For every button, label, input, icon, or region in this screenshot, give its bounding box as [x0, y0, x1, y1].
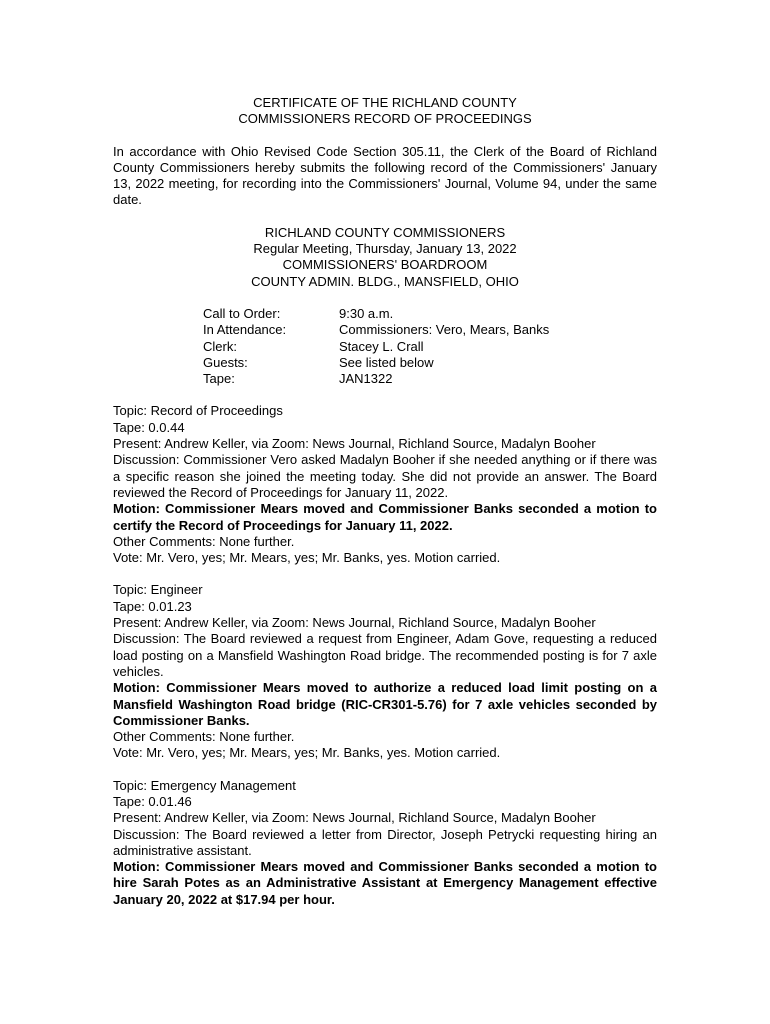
meeting-info-label: Tape:	[203, 371, 235, 387]
meeting-info-value: 9:30 a.m.	[339, 305, 394, 321]
meeting-heading-line-1: RICHLAND COUNTY COMMISSIONERS	[264, 224, 506, 240]
meeting-info-table	[203, 306, 549, 387]
meeting-info-label: Clerk:	[203, 338, 237, 354]
document-page	[113, 95, 657, 924]
topic-record-of-proceedings	[113, 403, 657, 566]
topic-present: Present: Andrew Keller, via Zoom: News Journal, Richland Source, Madalyn Booher	[113, 436, 596, 452]
topic-motion: Motion: Commissioner Mears moved and Commissioner Banks seconded a motion to hire Sarah Potes as an Administrative Assistant at Emergency Management effective January 20, 2022 at $17.94 per hour.	[113, 859, 657, 907]
meeting-heading-line-3: COMMISSIONERS' BOARDROOM	[282, 257, 488, 273]
meeting-heading	[113, 225, 657, 290]
topic-present: Present: Andrew Keller, via Zoom: News Journal, Richland Source, Madalyn Booher	[113, 810, 596, 826]
meeting-info-label: Guests:	[203, 354, 248, 370]
certificate-title-line-1: CERTIFICATE OF THE RICHLAND COUNTY	[253, 95, 517, 110]
meeting-info-row	[203, 339, 549, 355]
meeting-info-row	[203, 322, 549, 338]
topic-emergency-management	[113, 778, 657, 908]
meeting-info-label: Call to Order:	[203, 305, 281, 321]
meeting-info-label: In Attendance:	[203, 322, 287, 338]
topic-tape: Tape: 0.01.46	[113, 793, 192, 809]
topic-vote: Vote: Mr. Vero, yes; Mr. Mears, yes; Mr. Banks, yes. Motion carried.	[113, 745, 501, 761]
meeting-info-value: Stacey L. Crall	[339, 338, 424, 354]
certificate-intro: In accordance with Ohio Revised Code Section 305.11, the Clerk of the Board of Richland County Commissioners hereby submits the following record of the Commissioners' January 13, 2022 meeting, for recording into the Commissioners' Journal, Volume 94, under the same date.	[113, 143, 657, 208]
topic-comments: Other Comments: None further.	[113, 533, 295, 549]
topic-title: Topic: Engineer	[113, 582, 203, 598]
meeting-info-value: Commissioners: Vero, Mears, Banks	[339, 322, 550, 338]
topic-present: Present: Andrew Keller, via Zoom: News Journal, Richland Source, Madalyn Booher	[113, 615, 596, 631]
topic-discussion: Discussion: The Board reviewed a letter from Director, Joseph Petrycki requesting hiring an administrative assistant.	[113, 826, 657, 858]
topic-motion: Motion: Commissioner Mears moved to authorize a reduced load limit posting on a Mansfield Washington Road bridge (RIC-CR301-5.76) for 7 axle vehicles seconded by Commissioner Banks.	[113, 680, 657, 728]
topic-title: Topic: Emergency Management	[113, 777, 296, 793]
topic-discussion: Discussion: Commissioner Vero asked Madalyn Booher if she needed anything or if there was a specific reason she joined the meeting today. She did not provide an answer. The Board reviewed the Record of Proceedings for January 11, 2022.	[113, 452, 657, 500]
topic-title: Topic: Record of Proceedings	[113, 403, 283, 419]
certificate-title	[113, 95, 657, 128]
certificate-title-line-2: COMMISSIONERS RECORD OF PROCEEDINGS	[238, 111, 532, 127]
meeting-heading-line-2: Regular Meeting, Thursday, January 13, 2022	[253, 241, 517, 257]
meeting-info-row	[203, 355, 549, 371]
topic-tape: Tape: 0.0.44	[113, 419, 185, 435]
topic-comments: Other Comments: None further.	[113, 729, 295, 745]
meeting-info-row	[203, 371, 549, 387]
meeting-info-row	[203, 306, 549, 322]
meeting-info-value: See listed below	[339, 354, 434, 370]
topic-discussion: Discussion: The Board reviewed a request from Engineer, Adam Gove, requesting a reduced load posting on a Mansfield Washington Road bridge. The recommended posting is for 7 axle vehicles.	[113, 631, 657, 679]
meeting-heading-line-4: COUNTY ADMIN. BLDG., MANSFIELD, OHIO	[251, 273, 519, 289]
topic-vote: Vote: Mr. Vero, yes; Mr. Mears, yes; Mr. Banks, yes. Motion carried.	[113, 550, 501, 566]
meeting-info-value: JAN1322	[339, 371, 393, 387]
topic-motion: Motion: Commissioner Mears moved and Commissioner Banks seconded a motion to certify the Record of Proceedings for January 11, 2022.	[113, 501, 657, 533]
topic-tape: Tape: 0.01.23	[113, 598, 192, 614]
topic-engineer	[113, 582, 657, 761]
